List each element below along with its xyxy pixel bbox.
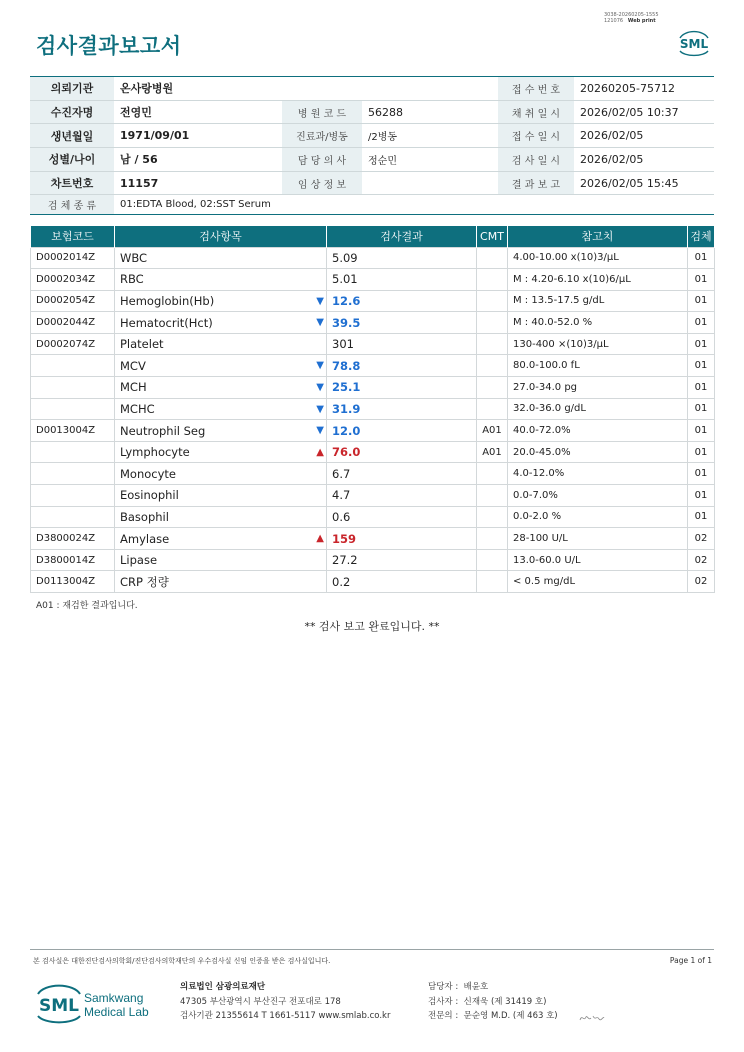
specimen-code: 01	[688, 506, 715, 528]
result-row	[31, 312, 715, 334]
web-print-label: Web print	[627, 18, 656, 24]
specimen-code: 01	[688, 247, 715, 269]
test-item-name: WBC	[120, 250, 148, 265]
specimen-code: 01	[688, 463, 715, 485]
cmt-code	[477, 506, 508, 528]
cmt-code	[477, 485, 508, 507]
info-value: /2병동	[362, 124, 498, 148]
test-item-name: Amylase	[120, 531, 170, 546]
cmt-code	[477, 398, 508, 420]
insurance-code: D0002014Z	[31, 247, 115, 269]
test-item-name: Neutrophil Seg	[120, 423, 206, 438]
info-row	[30, 171, 714, 195]
organization-address: 47305 부산광역시 부산진구 전포대로 178	[180, 996, 341, 1007]
info-value: 온사랑병원	[114, 77, 282, 101]
patient-info-table	[30, 76, 714, 215]
result-value: 25.1	[327, 377, 477, 399]
info-label: 수진자명	[30, 100, 114, 124]
insurance-code	[31, 506, 115, 528]
test-item-name: MCHC	[120, 401, 155, 416]
test-item-name: Hemoglobin(Hb)	[120, 293, 215, 308]
test-item-cell	[115, 398, 327, 420]
result-row	[31, 333, 715, 355]
result-row	[31, 247, 715, 269]
test-item-name: CRP 정량	[120, 574, 169, 589]
info-row	[30, 77, 714, 101]
header-reference: 참고치	[508, 226, 688, 247]
specimen-code: 01	[688, 441, 715, 463]
test-item-cell	[115, 485, 327, 507]
result-value: 78.8	[327, 355, 477, 377]
specimen-code: 01	[688, 333, 715, 355]
insurance-code	[31, 463, 115, 485]
insurance-code: D3800024Z	[31, 528, 115, 550]
reference-range: 27.0-34.0 pg	[508, 377, 688, 399]
staff-name: 문순영 M.D. (제 463 호)	[463, 1011, 558, 1021]
low-flag-icon: ▼	[316, 403, 324, 415]
test-item-name: Platelet	[120, 337, 164, 352]
samkwang-logo	[36, 980, 156, 1028]
result-value: 6.7	[327, 463, 477, 485]
header-specimen: 검체	[688, 226, 715, 247]
test-item-cell	[115, 528, 327, 550]
result-row	[31, 463, 715, 485]
cmt-code: A01	[477, 441, 508, 463]
test-item-cell	[115, 506, 327, 528]
header-result: 검사결과	[327, 226, 477, 247]
svg-text:Medical Lab: Medical Lab	[84, 1005, 149, 1019]
organization-contact: 검사기관 21355614 T 1661-5117 www.smlab.co.kr	[180, 1011, 391, 1021]
header-test-item: 검사항목	[115, 226, 327, 247]
result-value: 12.6	[327, 290, 477, 312]
result-row	[31, 571, 715, 593]
insurance-code: D0002034Z	[31, 269, 115, 291]
organization-name: 의료법인 삼광의료재단	[180, 982, 266, 992]
page-number: Page 1 of 1	[669, 956, 712, 965]
insurance-code	[31, 398, 115, 420]
result-row	[31, 549, 715, 571]
info-value: 56288	[362, 100, 498, 124]
specimen-code: 02	[688, 528, 715, 550]
specimen-code: 01	[688, 355, 715, 377]
test-item-cell	[115, 355, 327, 377]
specimen-code: 02	[688, 571, 715, 593]
staff-name: 배윤호	[463, 982, 489, 992]
cmt-code	[477, 355, 508, 377]
specimen-code: 01	[688, 398, 715, 420]
reference-range: 28-100 U/L	[508, 528, 688, 550]
info-label: 결 과 보 고	[498, 171, 574, 195]
staff-role: 담당자 :	[428, 982, 459, 992]
low-flag-icon: ▼	[316, 317, 324, 329]
specimen-code: 01	[688, 377, 715, 399]
reference-range: 130-400 ×(10)3/μL	[508, 333, 688, 355]
results-table	[30, 226, 715, 593]
info-value: 전영민	[114, 100, 282, 124]
info-label: 임 상 정 보	[282, 171, 362, 195]
result-value: 0.6	[327, 506, 477, 528]
result-value: 39.5	[327, 312, 477, 334]
header-cmt: CMT	[477, 226, 508, 247]
footer-divider	[30, 949, 714, 950]
staff-info	[428, 980, 558, 1024]
report-code-line2: 121076	[604, 18, 624, 24]
test-item-name: Lymphocyte	[120, 445, 190, 460]
low-flag-icon: ▼	[316, 360, 324, 372]
staff-role: 검사자 :	[428, 996, 459, 1007]
insurance-code: D0002044Z	[31, 312, 115, 334]
insurance-code	[31, 441, 115, 463]
insurance-code: D0002054Z	[31, 290, 115, 312]
svg-text:SML: SML	[39, 996, 79, 1016]
result-row	[31, 420, 715, 442]
reference-range: 0.0-7.0%	[508, 485, 688, 507]
test-item-cell	[115, 247, 327, 269]
insurance-code	[31, 377, 115, 399]
staff-role: 전문의 :	[428, 1011, 459, 1021]
info-label: 병 원 코 드	[282, 100, 362, 124]
specimen-label: 검 체 종 류	[30, 195, 114, 215]
info-value: 남 / 56	[114, 148, 282, 172]
insurance-code	[31, 485, 115, 507]
result-value: 301	[327, 333, 477, 355]
page-title: 검사결과보고서	[36, 34, 182, 58]
reference-range: 0.0-2.0 %	[508, 506, 688, 528]
result-value: 159	[327, 528, 477, 550]
info-label: 의뢰기관	[30, 77, 114, 101]
specimen-code: 01	[688, 290, 715, 312]
test-item-cell	[115, 269, 327, 291]
low-flag-icon: ▼	[316, 295, 324, 307]
test-item-name: Basophil	[120, 509, 169, 524]
info-label: 진료과/병동	[282, 124, 362, 148]
result-value: 31.9	[327, 398, 477, 420]
specimen-code: 01	[688, 312, 715, 334]
report-code-line1: 3038-20260205-1555	[604, 12, 659, 18]
test-item-cell	[115, 441, 327, 463]
result-value: 27.2	[327, 549, 477, 571]
specimen-code: 01	[688, 269, 715, 291]
cmt-code	[477, 290, 508, 312]
info-value: 2026/02/05 15:45	[574, 171, 714, 195]
info-row	[30, 148, 714, 172]
recheck-footnote: A01 : 재검한 결과입니다.	[36, 601, 138, 611]
info-value: 정순민	[362, 148, 498, 172]
info-label: 생년월일	[30, 124, 114, 148]
result-value: 4.7	[327, 485, 477, 507]
specimen-code: 01	[688, 420, 715, 442]
result-row	[31, 398, 715, 420]
reference-range: 32.0-36.0 g/dL	[508, 398, 688, 420]
info-value: 11157	[114, 171, 282, 195]
info-label: 성별/나이	[30, 148, 114, 172]
result-value: 76.0	[327, 441, 477, 463]
cmt-code	[477, 269, 508, 291]
test-item-name: MCV	[120, 358, 146, 373]
high-flag-icon: ▲	[316, 533, 324, 545]
test-item-name: RBC	[120, 272, 144, 287]
cmt-code	[477, 377, 508, 399]
header-insurance-code: 보험코드	[31, 226, 115, 247]
result-row	[31, 528, 715, 550]
reference-range: 80.0-100.0 fL	[508, 355, 688, 377]
result-value: 5.01	[327, 269, 477, 291]
test-item-cell	[115, 463, 327, 485]
test-item-cell	[115, 333, 327, 355]
cmt-code	[477, 571, 508, 593]
info-value: 20260205-75712	[574, 77, 714, 101]
insurance-code: D0113004Z	[31, 571, 115, 593]
info-label: 검 사 일 시	[498, 148, 574, 172]
test-item-cell	[115, 312, 327, 334]
result-value: 12.0	[327, 420, 477, 442]
specimen-value: 01:EDTA Blood, 02:SST Serum	[114, 195, 714, 215]
test-item-cell	[115, 290, 327, 312]
cmt-code: A01	[477, 420, 508, 442]
test-item-cell	[115, 420, 327, 442]
cmt-code	[477, 528, 508, 550]
test-item-name: Eosinophil	[120, 488, 179, 503]
test-item-name: Lipase	[120, 553, 158, 568]
insurance-code: D3800014Z	[31, 549, 115, 571]
signature	[578, 1012, 606, 1024]
reference-range: < 0.5 mg/dL	[508, 571, 688, 593]
info-row	[30, 100, 714, 124]
test-item-cell	[115, 571, 327, 593]
sml-logo-top	[675, 26, 713, 58]
organization-info	[180, 980, 390, 1024]
insurance-code: D0002074Z	[31, 333, 115, 355]
info-value	[362, 77, 498, 101]
test-item-name: Hematocrit(Hct)	[120, 315, 213, 330]
result-row	[31, 355, 715, 377]
test-item-cell	[115, 377, 327, 399]
info-value: 2026/02/05	[574, 124, 714, 148]
result-row	[31, 506, 715, 528]
cmt-code	[477, 333, 508, 355]
result-row	[31, 377, 715, 399]
certification-note: 본 검사실은 대한진단검사의학회/진단검사의학재단의 우수검사실 신임 인증을 받은 검사실입니다.	[33, 957, 331, 965]
test-item-name: Monocyte	[120, 466, 176, 481]
info-value: 2026/02/05	[574, 148, 714, 172]
reference-range: M : 13.5-17.5 g/dL	[508, 290, 688, 312]
test-item-name: MCH	[120, 380, 147, 395]
svg-text:Samkwang: Samkwang	[84, 991, 144, 1005]
reference-range: 4.0-12.0%	[508, 463, 688, 485]
info-label: 차트번호	[30, 171, 114, 195]
info-value: 2026/02/05 10:37	[574, 100, 714, 124]
low-flag-icon: ▼	[316, 425, 324, 437]
result-row	[31, 290, 715, 312]
report-code	[604, 12, 659, 24]
svg-text:SML: SML	[679, 37, 709, 51]
test-item-cell	[115, 549, 327, 571]
reference-range: 13.0-60.0 U/L	[508, 549, 688, 571]
info-value	[362, 171, 498, 195]
reference-range: 4.00-10.00 x(10)3/μL	[508, 247, 688, 269]
cmt-code	[477, 312, 508, 334]
low-flag-icon: ▼	[316, 382, 324, 394]
reference-range: M : 4.20-6.10 x(10)6/μL	[508, 269, 688, 291]
specimen-code: 02	[688, 549, 715, 571]
info-label: 접 수 일 시	[498, 124, 574, 148]
high-flag-icon: ▲	[316, 446, 324, 458]
result-value: 0.2	[327, 571, 477, 593]
info-row	[30, 124, 714, 148]
specimen-row	[30, 195, 714, 215]
reference-range: 40.0-72.0%	[508, 420, 688, 442]
insurance-code	[31, 355, 115, 377]
reference-range: 20.0-45.0%	[508, 441, 688, 463]
staff-name: 신재욱 (제 31419 호)	[463, 996, 547, 1007]
specimen-code: 01	[688, 485, 715, 507]
info-label: 채 취 일 시	[498, 100, 574, 124]
info-label	[282, 77, 362, 101]
info-label: 접 수 번 호	[498, 77, 574, 101]
info-label: 담 당 의 사	[282, 148, 362, 172]
result-row	[31, 441, 715, 463]
cmt-code	[477, 549, 508, 571]
info-value: 1971/09/01	[114, 124, 282, 148]
insurance-code: D0013004Z	[31, 420, 115, 442]
result-value: 5.09	[327, 247, 477, 269]
results-header-row	[31, 226, 715, 247]
cmt-code	[477, 463, 508, 485]
reference-range: M : 40.0-52.0 %	[508, 312, 688, 334]
result-row	[31, 269, 715, 291]
report-complete-note: ** 검사 보고 완료입니다. **	[304, 620, 440, 633]
cmt-code	[477, 247, 508, 269]
result-row	[31, 485, 715, 507]
